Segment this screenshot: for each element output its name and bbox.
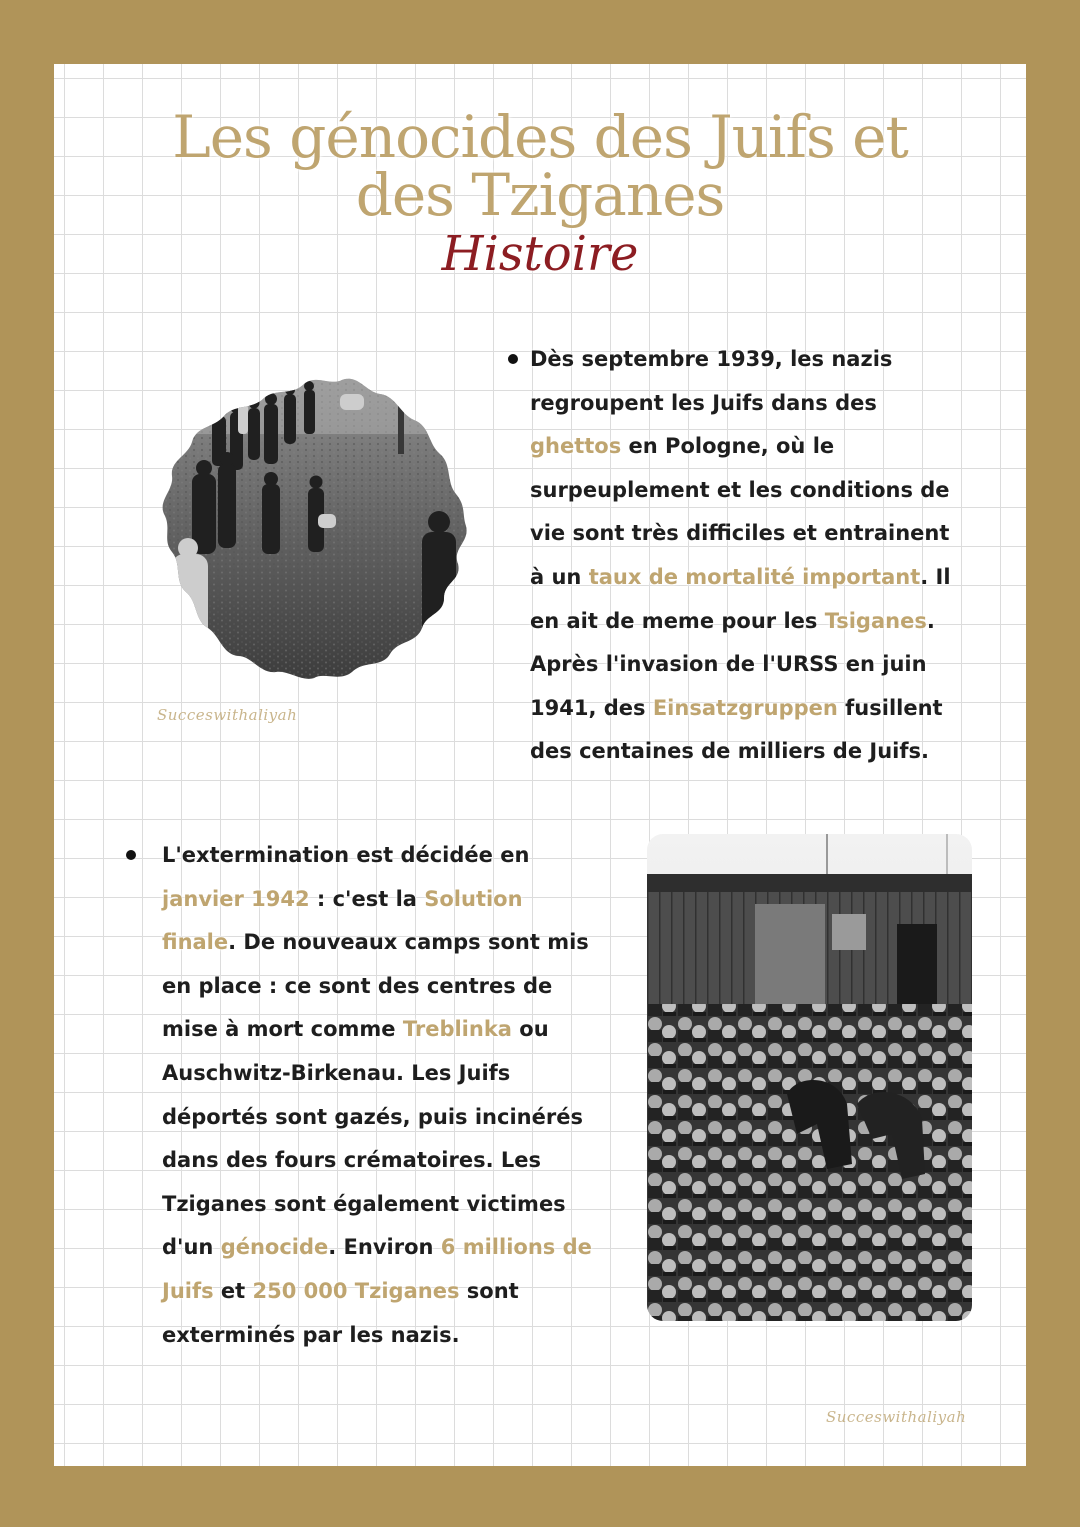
text-line (530, 469, 990, 513)
text-run: : c'est la (309, 886, 425, 911)
highlighted-term: 250 000 Tziganes (252, 1278, 460, 1303)
highlighted-term: Solution (424, 886, 523, 911)
highlighted-term: Einsatzgruppen (652, 695, 838, 720)
paragraph-extermination (162, 834, 632, 1357)
text-run: ou (511, 1017, 549, 1042)
highlighted-term: janvier 1942 (162, 886, 310, 911)
text-run: vie sont très difficiles et entrainent (530, 521, 950, 546)
text-line (162, 1183, 632, 1227)
note-page (54, 64, 1026, 1466)
watermark-1: Succeswithaliyah (157, 706, 298, 724)
text-line (530, 730, 990, 774)
text-run: à un (530, 564, 589, 589)
text-run: Auschwitz-Birkenau. Les Juifs (162, 1060, 511, 1085)
text-line (162, 1226, 632, 1270)
text-line (530, 643, 990, 687)
paragraph-ghettos (530, 338, 990, 774)
bullet-icon (508, 354, 518, 364)
text-line (162, 921, 632, 965)
text-run: et (213, 1278, 253, 1303)
highlighted-term: Tsiganes (824, 608, 927, 633)
text-run: surpeuplement et les conditions de (530, 477, 950, 502)
text-line (530, 425, 990, 469)
deportation-train-photo (647, 834, 972, 1321)
text-line (162, 1270, 632, 1314)
text-line (162, 965, 632, 1009)
text-run: Après l'invasion de l'URSS en juin (530, 652, 927, 677)
highlighted-term: ghettos (530, 434, 622, 459)
text-run: Dès septembre 1939, les nazis (530, 347, 893, 371)
text-line (162, 834, 632, 878)
text-line (162, 1096, 632, 1140)
text-run: . De nouveaux camps sont mis (228, 930, 589, 955)
title-line-1: Les génocides des Juifs et (172, 103, 908, 171)
text-line (530, 600, 990, 644)
text-run: dans des fours crématoires. Les (162, 1148, 542, 1173)
text-run: . Il (920, 564, 951, 589)
watermark-2: Succeswithaliyah (826, 1408, 967, 1426)
text-run: déportés sont gazés, puis incinérés (162, 1104, 583, 1129)
highlighted-term: finale (162, 930, 229, 955)
highlighted-term: taux de mortalité important (588, 564, 921, 589)
ghetto-photo (152, 364, 476, 688)
text-run: en place : ce sont des centres de (162, 973, 553, 998)
text-run: . (926, 608, 935, 633)
text-run: d'un (162, 1235, 221, 1260)
text-run: . Environ (328, 1235, 441, 1260)
text-run: Tziganes sont également victimes (162, 1191, 566, 1216)
highlighted-term: génocide (220, 1235, 329, 1260)
text-run: fusillent (837, 695, 943, 720)
text-line (530, 512, 990, 556)
text-line (530, 338, 990, 382)
title-line-2: des Tziganes (355, 161, 725, 229)
text-line (162, 1139, 632, 1183)
text-line (162, 1008, 632, 1052)
page-title (54, 103, 1026, 229)
subject-label: Histoire (441, 226, 639, 282)
bullet-icon (126, 850, 136, 860)
text-run: mise à mort comme (162, 1017, 403, 1042)
text-line (530, 382, 990, 426)
text-line (162, 878, 632, 922)
highlighted-term: 6 millions de (440, 1235, 592, 1260)
text-run: regroupent les Juifs dans des (530, 390, 877, 415)
highlighted-term: Juifs (162, 1278, 214, 1303)
text-run: en ait de meme pour les (530, 608, 825, 633)
highlighted-term: Treblinka (402, 1017, 512, 1042)
text-run: en Pologne, où le (621, 434, 835, 459)
text-line (162, 1314, 632, 1358)
text-run: sont (459, 1278, 519, 1303)
text-line (530, 556, 990, 600)
text-run: des centaines de milliers de Juifs. (530, 739, 929, 764)
text-line (530, 687, 990, 731)
text-run: exterminés par les nazis. (162, 1322, 460, 1347)
text-run: 1941, des (530, 695, 653, 720)
text-line (162, 1052, 632, 1096)
text-run: L'extermination est décidée en (162, 843, 530, 867)
